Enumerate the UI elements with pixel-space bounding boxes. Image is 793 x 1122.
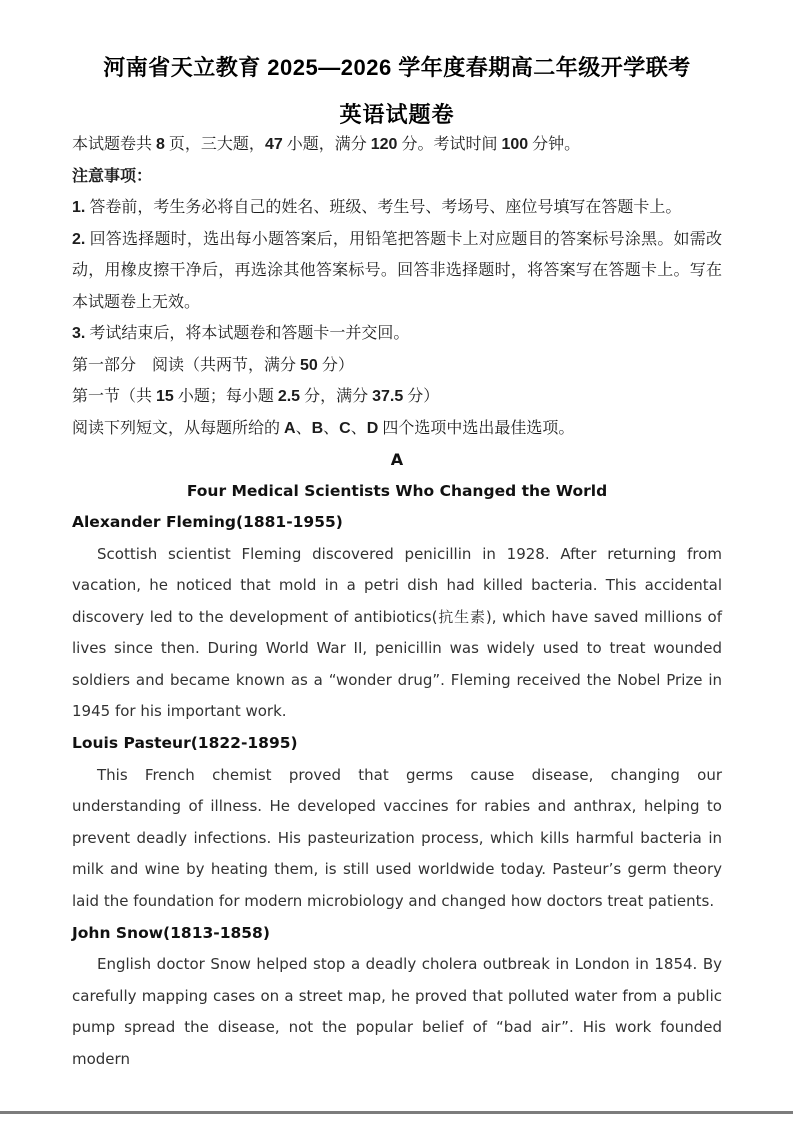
notice-item-1: 1. 答卷前，考生务必将自己的姓名、班级、考生号、考场号、座位号填写在答题卡上。 xyxy=(72,199,682,216)
passage-a xyxy=(72,444,722,1075)
passage-title: Four Medical Scientists Who Changed the World xyxy=(186,481,608,500)
scientist-heading-pasteur: Louis Pasteur(1822-1895) xyxy=(72,734,298,753)
section-one-heading: 第一节（共 15 小题；每小题 2.5 分，满分 37.5 分） xyxy=(72,388,440,405)
exam-title: 河南省天立教育 2025—2026 学年度春期高二年级开学联考 xyxy=(103,55,691,80)
exam-paper-content xyxy=(0,54,793,1075)
exam-subtitle: 英语试题卷 xyxy=(339,102,455,127)
notice-item-2: 2. 回答选择题时，选出每小题答案后，用铅笔把答题卡上对应题目的答案标号涂黑。如需改动，用橡皮擦干净后，再选涂其他答案标号。回答非选择题时，将答案写在答题卡上。写在本试题卷上无效。 xyxy=(72,230,722,311)
scientist-paragraph-snow: English doctor Snow helped stop a deadly cholera outbreak in London in 1854. By carefully mapping cases on a street map, he proved that polluted water from a public pump spread the disease, not the popular belief of “bad air”. His work founded modern xyxy=(72,955,722,1068)
notice-section xyxy=(72,161,722,445)
passage-label: A xyxy=(390,450,404,469)
part-one-heading: 第一部分 阅读（共两节，满分 50 分） xyxy=(72,356,354,374)
scientist-paragraph-fleming: Scottish scientist Fleming discovered penicillin in 1928. After returning from vacation, he noticed that mold in a petri dish had killed bacteria. This accidental discovery led to the development of antibiotics(抗生素), which have saved millions of lives since then. During World War II, penicillin was widely used to treat wounded soldiers and became known as a “wonder drug”. Fleming received the Nobel Prize in 1945 for his important work. xyxy=(72,544,722,721)
page-bottom-divider xyxy=(0,1111,793,1114)
scientist-paragraph-pasteur: This French chemist proved that germs cause disease, changing our understanding of illness. He developed vaccines for rabies and anthrax, helping to prevent deadly infections. His pasteurization process, which kills harmful bacteria in milk and wine by heating them, is still used worldwide today. Pasteur’s germ theory laid the foundation for modern microbiology and changed how doctors treat patients. xyxy=(72,765,722,910)
notice-item-3: 3. 考试结束后，将本试题卷和答题卡一并交回。 xyxy=(72,325,410,342)
notice-heading: 注意事项： xyxy=(72,167,153,185)
reading-instruction: 阅读下列短文，从每题所给的 A、B、C、D 四个选项中选出最佳选项。 xyxy=(72,419,575,437)
exam-info-line: 本试题卷共 8 页，三大题，47 小题，满分 120 分。考试时间 100 分钟。 xyxy=(72,136,581,153)
scientist-heading-snow: John Snow(1813-1858) xyxy=(72,923,270,942)
scientist-heading-fleming: Alexander Fleming(1881-1955) xyxy=(72,513,343,531)
